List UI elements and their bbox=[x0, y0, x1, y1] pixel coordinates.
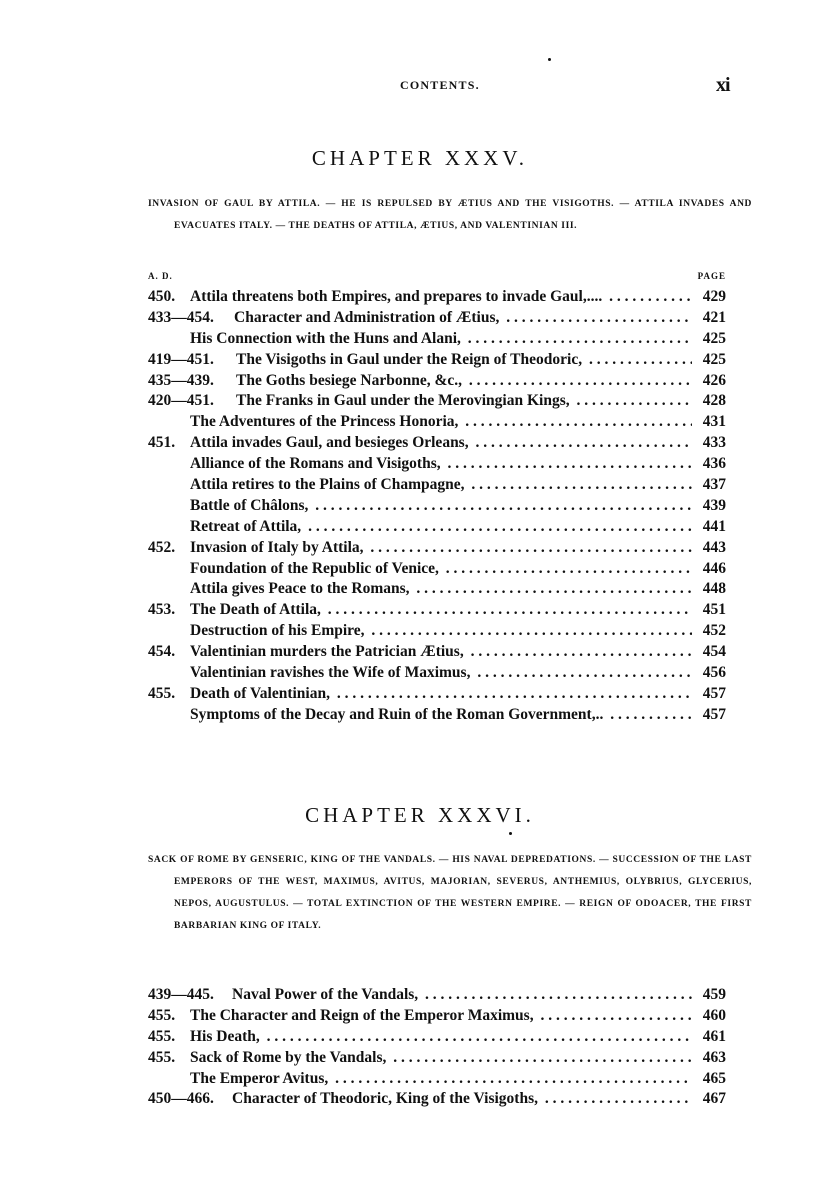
toc-entry bbox=[148, 391, 726, 412]
entry-title: Attila retires to the Plains of Champagne, . . . bbox=[190, 475, 692, 496]
speck-mark bbox=[548, 58, 551, 61]
entry-year: 455. bbox=[148, 684, 176, 702]
toc-entry bbox=[148, 454, 726, 475]
entry-title: Retreat of Attila, . . . bbox=[190, 517, 692, 538]
toc-entry bbox=[148, 1069, 726, 1090]
entry-year: 419—451. bbox=[148, 350, 214, 368]
entry-page: 431 bbox=[696, 412, 726, 433]
column-headings bbox=[148, 271, 726, 285]
entry-title: Attila invades Gaul, and besieges Orleans, . . . bbox=[190, 433, 692, 454]
chapter-title: CHAPTER XXXV. bbox=[311, 146, 529, 170]
entry-page: 459 bbox=[696, 985, 726, 1006]
entry-title: Valentinian ravishes the Wife of Maximus, . . . bbox=[190, 663, 692, 684]
contents-list bbox=[148, 287, 726, 726]
entry-year: 453. bbox=[148, 601, 176, 619]
entry-page: 451 bbox=[696, 600, 726, 621]
running-head bbox=[0, 76, 840, 100]
toc-entry bbox=[148, 1089, 726, 1110]
entry-year: 435—439. bbox=[148, 371, 214, 389]
entry-page: 454 bbox=[696, 642, 726, 663]
page-number: xi bbox=[716, 74, 730, 96]
entry-page: 456 bbox=[696, 663, 726, 684]
entry-title: His Connection with the Huns and Alani, . . . bbox=[190, 329, 692, 350]
entry-year: 454. bbox=[148, 643, 176, 661]
entry-year: 455. bbox=[148, 1027, 176, 1045]
entry-page: 461 bbox=[696, 1027, 726, 1048]
toc-entry bbox=[148, 705, 726, 726]
entry-title: The Franks in Gaul under the Merovingian Kings, . . . bbox=[236, 391, 692, 412]
entry-page: 433 bbox=[696, 433, 726, 454]
contents-list bbox=[148, 985, 726, 1110]
entry-title: Character of Theodoric, King of the Visigoths, . . . bbox=[232, 1089, 692, 1110]
entry-title: Invasion of Italy by Attila, . . . bbox=[190, 538, 692, 559]
entry-page: 463 bbox=[696, 1048, 726, 1069]
entry-page: 457 bbox=[696, 705, 726, 726]
entry-title: The Emperor Avitus, . . . bbox=[190, 1069, 692, 1090]
entry-title: The Death of Attila, . . . bbox=[190, 600, 692, 621]
entry-title: Battle of Châlons, . . . bbox=[190, 496, 692, 517]
entry-page: 426 bbox=[696, 371, 726, 392]
chapter-summary: SACK OF ROME BY GENSERIC, KING OF THE VANDALS. — HIS NAVAL DEPREDATIONS. — SUCCESSION OF THE LAST EMPERORS OF THE WEST, MAXIMUS, AVITUS, MAJORIAN, SEVERUS, ANTHEMIUS, OLYBRIUS, GLYCERIUS, NEPOS, AUGUSTULUS. — TOTAL EXTINCTION OF THE WESTERN EMPIRE. — REIGN OF ODOACER, THE FIRST BARBARIAN KING OF ITALY. bbox=[148, 855, 752, 931]
entry-page: 439 bbox=[696, 496, 726, 517]
entry-year: 452. bbox=[148, 538, 176, 556]
year-column-heading: A. D. bbox=[148, 271, 173, 281]
entry-title: Valentinian murders the Patrician Ætius, . . . bbox=[190, 642, 692, 663]
entry-year: 450. bbox=[148, 288, 176, 305]
toc-entry bbox=[148, 684, 726, 705]
toc-entry bbox=[148, 579, 726, 600]
entry-title: Death of Valentinian, . . . bbox=[190, 684, 692, 705]
toc-entry bbox=[148, 496, 726, 517]
entry-page: 425 bbox=[696, 350, 726, 371]
entry-page: 443 bbox=[696, 538, 726, 559]
toc-entry bbox=[148, 538, 726, 559]
entry-year: 455. bbox=[148, 1048, 176, 1066]
chapter-xxxvi bbox=[0, 803, 840, 828]
chapter-summary: INVASION OF GAUL BY ATTILA. — HE IS REPULSED BY ÆTIUS AND THE VISIGOTHS. — ATTILA INVADES AND EVACUATES ITALY. — THE DEATHS OF ATTILA, ÆTIUS, AND VALENTINIAN III. bbox=[148, 199, 752, 231]
entry-title: Attila gives Peace to the Romans, . . . bbox=[190, 579, 692, 600]
entry-title: Character and Administration of Ætius, . . . bbox=[234, 308, 692, 329]
entry-page: 446 bbox=[696, 559, 726, 580]
entry-year: 450—466. bbox=[148, 1090, 214, 1108]
entry-page: 436 bbox=[696, 454, 726, 475]
toc-entry bbox=[148, 1048, 726, 1069]
toc-entry bbox=[148, 600, 726, 621]
running-title: CONTENTS. bbox=[400, 78, 480, 92]
entry-title: Foundation of the Republic of Venice, . . . bbox=[190, 559, 692, 580]
toc-entry bbox=[148, 475, 726, 496]
chapter-xxxv bbox=[0, 146, 840, 171]
toc-entry bbox=[148, 985, 726, 1006]
entry-page: 457 bbox=[696, 684, 726, 705]
toc-entry bbox=[148, 350, 726, 371]
speck-mark bbox=[509, 832, 512, 835]
entry-title: Naval Power of the Vandals, . . . bbox=[232, 985, 692, 1006]
entry-year: 439—445. bbox=[148, 986, 214, 1003]
entry-page: 437 bbox=[696, 475, 726, 496]
entry-page: 428 bbox=[696, 391, 726, 412]
entry-title: Attila threatens both Empires, and prepares to invade Gaul,.... . . . bbox=[190, 287, 692, 308]
toc-entry bbox=[148, 371, 726, 392]
entry-year: 451. bbox=[148, 434, 176, 452]
toc-entry bbox=[148, 517, 726, 538]
toc-entry bbox=[148, 1027, 726, 1048]
toc-entry bbox=[148, 433, 726, 454]
chapter-title: CHAPTER XXXVI. bbox=[305, 803, 535, 827]
entry-page: 425 bbox=[696, 329, 726, 350]
toc-entry bbox=[148, 559, 726, 580]
entry-title: The Character and Reign of the Emperor Maximus, . . . bbox=[190, 1006, 692, 1027]
entry-year: 420—451. bbox=[148, 392, 214, 410]
entry-page: 467 bbox=[696, 1089, 726, 1110]
entry-title: The Visigoths in Gaul under the Reign of Theodoric, . . . bbox=[236, 350, 692, 371]
entry-title: Sack of Rome by the Vandals, . . . bbox=[190, 1048, 692, 1069]
entry-title: His Death, . . . bbox=[190, 1027, 692, 1048]
entry-page: 452 bbox=[696, 621, 726, 642]
toc-entry bbox=[148, 1006, 726, 1027]
entry-page: 421 bbox=[696, 308, 726, 329]
toc-entry bbox=[148, 287, 726, 308]
entry-title: Alliance of the Romans and Visigoths, . . . bbox=[190, 454, 692, 475]
entry-title: Destruction of his Empire, . . . bbox=[190, 621, 692, 642]
entry-page: 465 bbox=[696, 1069, 726, 1090]
entry-year: 433—454. bbox=[148, 308, 214, 326]
toc-entry bbox=[148, 329, 726, 350]
entry-year: 455. bbox=[148, 1006, 176, 1024]
entry-page: 441 bbox=[696, 517, 726, 538]
entry-title: The Adventures of the Princess Honoria, . . . bbox=[190, 412, 692, 433]
toc-entry bbox=[148, 663, 726, 684]
toc-entry bbox=[148, 308, 726, 329]
entry-page: 429 bbox=[696, 287, 726, 308]
toc-entry bbox=[148, 621, 726, 642]
entry-page: 460 bbox=[696, 1006, 726, 1027]
toc-entry bbox=[148, 642, 726, 663]
entry-title: The Goths besiege Narbonne, &c., . . . bbox=[236, 371, 692, 392]
page-column-heading: PAGE bbox=[697, 271, 726, 281]
entry-page: 448 bbox=[696, 579, 726, 600]
toc-entry bbox=[148, 412, 726, 433]
entry-title: Symptoms of the Decay and Ruin of the Roman Government,.. . . . bbox=[190, 705, 692, 726]
